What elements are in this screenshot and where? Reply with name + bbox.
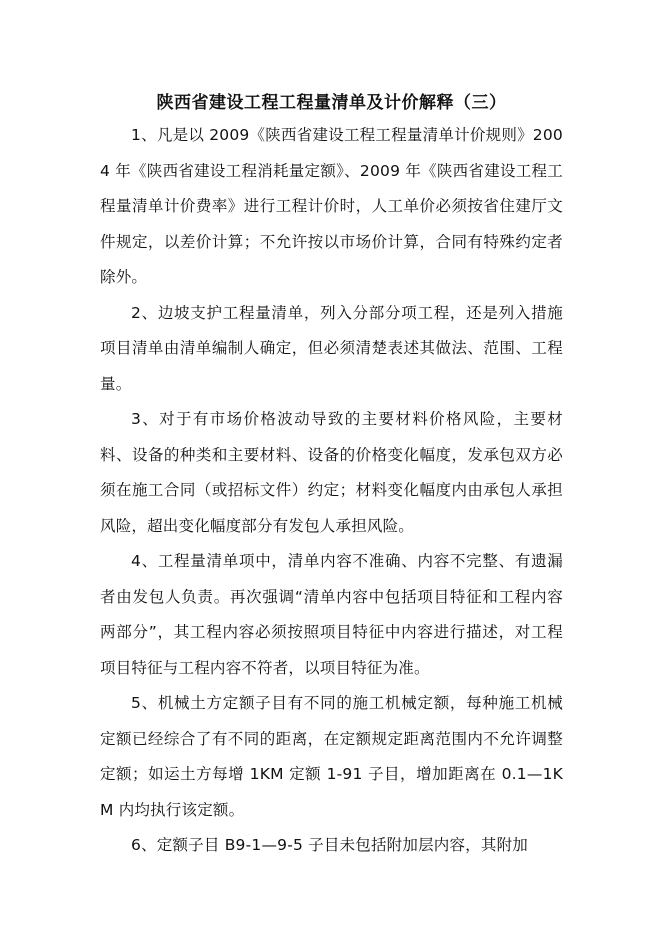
document-title: 陕西省建设工程工程量清单及计价解释（三） xyxy=(156,93,507,113)
paragraph-2: 2、边坡支护工程量清单，列入分部分项工程，还是列入措施项目清单由清单编制人确定，但必须清楚表述其做法、范围、工程量。 xyxy=(100,303,563,393)
paragraph-3: 3、对于有市场价格波动导致的主要材料价格风险，主要材料、设备的种类和主要材料、设备的价格变化幅度，发承包双方必须在施工合同（或招标文件）约定；材料变化幅度内由承包人承担风险，超出变化幅度部分有发包人承担风险。 xyxy=(100,410,563,535)
paragraph-6: 6、定额子目 B9-1—9-5 子目未包括附加层内容，其附加 xyxy=(131,836,528,854)
paragraph-4: 4、工程量清单项中，清单内容不准确、内容不完整、有遗漏者由发包人负责。再次强调“清单内容中包括项目特征和工程内容两部分”，其工程内容必须按照项目特征中内容进行描述，对工程项目特征与工程内容不符者，以项目特征为准。 xyxy=(100,552,563,677)
paragraph-1: 1、凡是以 2009《陕西省建设工程工程量清单计价规则》2004 年《陕西省建设工程消耗量定额》、2009 年《陕西省建设工程工程量清单计价费率》进行工程计价时，人工单价必须按省住建厅文件规定，以差价计算；不允许按以市场价计算，合同有特殊约定者除外。 xyxy=(100,126,563,286)
paragraph-5: 5、机械土方定额子目有不同的施工机械定额，每种施工机械定额已经综合了有不同的距离，在定额规定距离范围内不允许调整定额；如运土方每增 1KM 定额 1-91 子目，增加距离在 0.1—1KM 内均执行该定额。 xyxy=(100,694,563,819)
document-page xyxy=(100,88,563,864)
